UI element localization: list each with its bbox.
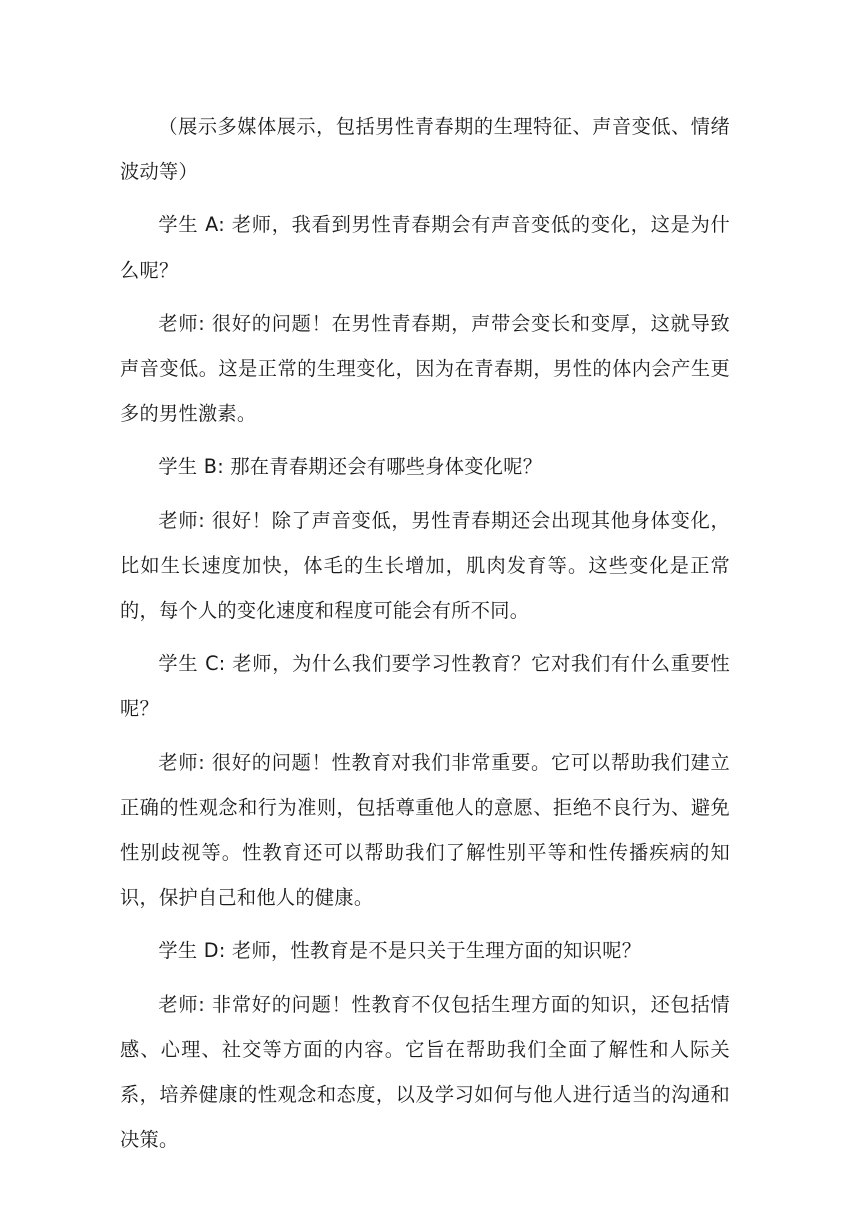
- paragraph-student-c: 学生 C: 老师，为什么我们要学习性教育？它对我们有什么重要性呢？: [120, 652, 730, 721]
- paragraph-student-a: 学生 A: 老师，我看到男性青春期会有声音变低的变化，这是为什么呢？: [120, 213, 730, 282]
- paragraph-teacher-reply-3: 老师: 很好的问题！性教育对我们非常重要。它可以帮助我们建立正确的性观念和行为准则，包括尊重他人的意愿、拒绝不良行为、避免性别歧视等。性教育还可以帮助我们了解性别平等和性传播疾病的知识，保护自己和他人的健康。: [120, 750, 730, 910]
- paragraph-teacher-reply-2: 老师: 很好！除了声音变低，男性青春期还会出现其他身体变化，比如生长速度加快，体毛的生长增加，肌肉发育等。这些变化是正常的，每个人的变化速度和程度可能会有所不同。: [120, 508, 730, 623]
- paragraph-teacher-reply-4: 老师: 非常好的问题！性教育不仅包括生理方面的知识，还包括情感、心理、社交等方面的内容。它旨在帮助我们全面了解性和人际关系，培养健康的性观念和态度，以及学习如何与他人进行适当的沟通和决策。: [120, 992, 730, 1152]
- paragraph-teacher-reply-1: 老师: 很好的问题！在男性青春期，声带会变长和变厚，这就导致声音变低。这是正常的生理变化，因为在青春期，男性的体内会产生更多的男性激素。: [120, 311, 730, 426]
- document-body: [120, 104, 730, 1170]
- paragraph-student-d: 学生 D: 老师，性教育是不是只关于生理方面的知识呢？: [158, 939, 642, 963]
- paragraph-student-b: 学生 B: 那在青春期还会有哪些身体变化呢？: [158, 455, 543, 479]
- paragraph-media-note: （展示多媒体展示，包括男性青春期的生理特征、声音变低、情绪波动等）: [120, 115, 730, 184]
